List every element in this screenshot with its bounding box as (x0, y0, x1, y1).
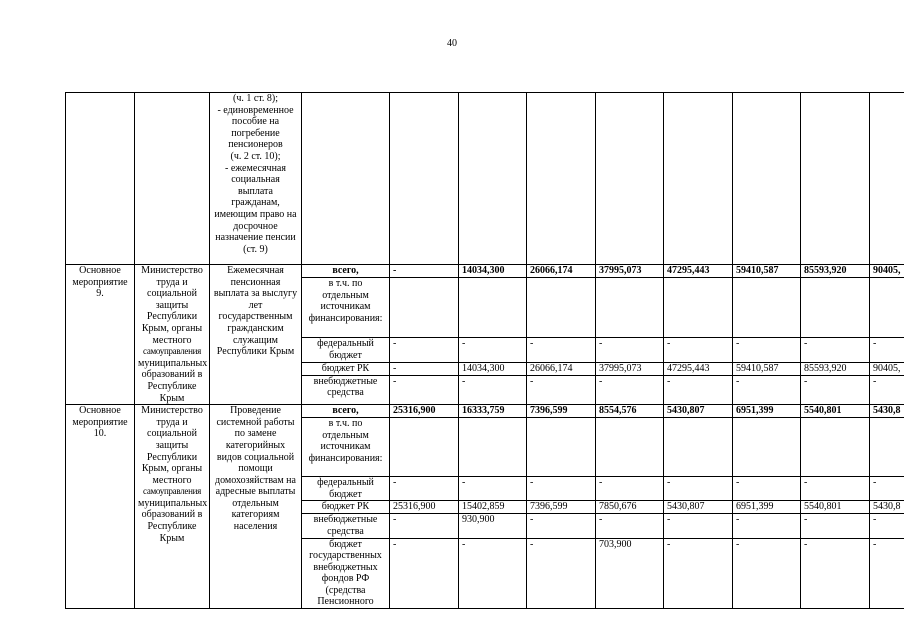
funding-source-line: финансирования: (308, 452, 383, 464)
value-cell: - (733, 538, 801, 609)
value-cell: 930,900 (459, 514, 527, 538)
executor-line: труда и (156, 276, 188, 288)
measure-name-line: категорийных (225, 439, 286, 451)
value-cell: - (527, 538, 596, 609)
value-cell: 7850,676 (596, 501, 664, 514)
funding-source-line: в т.ч. по (328, 278, 363, 290)
value-cell: 6951,399 (733, 501, 801, 514)
value-cell: 90405, (870, 265, 904, 278)
funding-source-line: финансирования: (308, 312, 383, 324)
value-cell: - (733, 337, 801, 362)
value-cell: - (870, 337, 904, 362)
empty-cell (596, 93, 664, 265)
measure-name-line: системной работы (216, 416, 295, 428)
value-cell: - (664, 477, 733, 501)
value-cell: 90405, (870, 362, 904, 375)
executor-line: образований в (141, 509, 203, 521)
value-cell (596, 278, 664, 338)
value-cell: 5430,8 (870, 405, 904, 418)
funding-source-line: всего, (332, 265, 359, 276)
value-cell: - (664, 514, 733, 538)
funding-source-cell (302, 278, 390, 338)
funding-source-line: средства (327, 387, 364, 399)
executor-line: Республики (146, 311, 198, 323)
continuation-line: - единовременное (217, 104, 294, 116)
value-cell: - (390, 538, 459, 609)
funding-source-line: в т.ч. по (328, 418, 363, 430)
value-cell (390, 418, 459, 477)
value-cell (390, 278, 459, 338)
funding-source-line: фондов РФ (321, 573, 370, 585)
value-cell: 59410,587 (733, 362, 801, 375)
measure-name-line: категориям (231, 509, 280, 521)
measure-label-line: 10. (93, 428, 107, 440)
value-cell: - (664, 375, 733, 404)
executor-line: защиты (155, 439, 189, 451)
value-cell: - (459, 337, 527, 362)
value-cell: - (596, 337, 664, 362)
empty-cell (527, 93, 596, 265)
empty-cell (664, 93, 733, 265)
measure-label-cell (66, 405, 135, 609)
value-cell: - (596, 477, 664, 501)
executor-line: Крым (159, 532, 185, 544)
measure-label-cell (66, 265, 135, 405)
value-cell (664, 278, 733, 338)
value-cell: - (801, 375, 870, 404)
funding-source-line: федеральный (317, 477, 374, 489)
value-cell: 37995,073 (596, 265, 664, 278)
empty-cell (135, 93, 210, 265)
measure-name-line: выплата за выслугу (213, 288, 298, 300)
value-cell: - (870, 538, 904, 609)
value-cell: 47295,443 (664, 265, 733, 278)
value-cell: - (664, 538, 733, 609)
measure-name-line: видов социальной (216, 451, 295, 463)
funding-source-line: отдельным (322, 289, 369, 301)
executor-line: труда и (156, 416, 188, 428)
funding-source-line: (средства (325, 584, 366, 596)
value-cell: 47295,443 (664, 362, 733, 375)
executor-line: Республике (147, 521, 197, 533)
continuation-name-cell (210, 93, 302, 265)
funding-source-line: бюджет (329, 538, 362, 550)
value-cell (801, 418, 870, 477)
measure-name-cell (210, 265, 302, 405)
funding-source-line: федеральный (317, 337, 374, 349)
executor-cell (135, 265, 210, 405)
measure-label-line: мероприятие (72, 276, 128, 288)
empty-cell (870, 93, 904, 265)
measure-name-line: адресные выплаты (215, 486, 296, 498)
value-cell: 5430,807 (664, 501, 733, 514)
value-cell: 85593,920 (801, 265, 870, 278)
value-cell: - (459, 375, 527, 404)
measure-name-line: лет (248, 299, 263, 311)
value-cell: - (664, 337, 733, 362)
value-cell (733, 278, 801, 338)
funding-source-line: источникам (320, 441, 371, 453)
value-cell: 5540,801 (801, 501, 870, 514)
value-cell (596, 418, 664, 477)
value-cell: - (527, 477, 596, 501)
funding-source-line: бюджет РК (321, 501, 370, 513)
measure-label-line: Основное (79, 405, 121, 417)
value-cell: 37995,073 (596, 362, 664, 375)
continuation-row (66, 93, 904, 265)
page-number: 40 (447, 38, 457, 49)
value-cell: - (527, 514, 596, 538)
funding-source-line: внебюджетных (313, 561, 378, 573)
executor-line: Крым, органы (141, 463, 203, 475)
executor-line: Крым (159, 392, 185, 404)
empty-cell (390, 93, 459, 265)
continuation-line: погребение (231, 127, 280, 139)
continuation-line: социальная (231, 174, 280, 186)
measure-name-line: гражданским (227, 322, 284, 334)
value-cell: - (733, 514, 801, 538)
executor-cell (135, 405, 210, 609)
measure-name-line: домохозяйствам на (215, 474, 296, 486)
value-cell: 5430,807 (664, 405, 733, 418)
value-cell (733, 418, 801, 477)
executor-line: самоуправления (143, 486, 201, 497)
value-cell (664, 418, 733, 477)
value-cell: - (596, 514, 664, 538)
measure-name-line: Ежемесячная (227, 265, 284, 276)
empty-cell (66, 93, 135, 265)
value-cell: 5540,801 (801, 405, 870, 418)
value-cell: 85593,920 (801, 362, 870, 375)
empty-cell (302, 93, 390, 265)
value-cell: - (527, 375, 596, 404)
value-cell: - (390, 514, 459, 538)
empty-cell (733, 93, 801, 265)
value-cell: 6951,399 (733, 405, 801, 418)
funding-source-line: Пенсионного (317, 596, 374, 608)
continuation-line: выплата (238, 185, 273, 197)
measure-name-line: по замене (234, 428, 277, 440)
funding-source-cell (302, 514, 390, 538)
value-cell: 16333,759 (459, 405, 527, 418)
continuation-line: назначение пенсии (215, 232, 296, 244)
executor-line: Министерство (141, 405, 203, 417)
continuation-line: (ст. 9) (243, 243, 268, 255)
value-cell: - (801, 337, 870, 362)
value-cell (459, 278, 527, 338)
continuation-line: досрочное (233, 220, 278, 232)
funding-source-cell (302, 501, 390, 514)
value-cell (870, 278, 904, 338)
executor-line: самоуправления (143, 346, 201, 357)
value-cell: 703,900 (596, 538, 664, 609)
value-cell: 25316,900 (390, 405, 459, 418)
executor-line: Республике (147, 380, 197, 392)
value-cell: - (390, 375, 459, 404)
value-cell: - (870, 514, 904, 538)
funding-source-cell (302, 538, 390, 609)
executor-line: муниципальных (138, 497, 208, 509)
value-cell: - (390, 477, 459, 501)
value-cell: 7396,599 (527, 405, 596, 418)
value-cell: - (801, 514, 870, 538)
measure-name-line: Республики Крым (216, 346, 295, 358)
executor-line: местного (152, 334, 192, 346)
continuation-line: (ч. 1 ст. 8); (232, 93, 279, 104)
value-cell: 15402,859 (459, 501, 527, 514)
value-cell: - (870, 375, 904, 404)
value-cell (459, 418, 527, 477)
measure-name-line: государственным (218, 311, 293, 323)
value-cell: - (459, 477, 527, 501)
funding-source-line: источникам (320, 301, 371, 313)
value-cell: 7396,599 (527, 501, 596, 514)
measure-label-line: 9. (96, 288, 104, 300)
executor-line: муниципальных (138, 357, 208, 369)
value-cell: - (527, 337, 596, 362)
funding-source-line: бюджет (329, 488, 362, 500)
funding-source-cell (302, 405, 390, 418)
value-cell: - (390, 265, 459, 278)
executor-line: защиты (155, 299, 189, 311)
executor-line: местного (152, 474, 192, 486)
value-cell (527, 418, 596, 477)
value-cell: - (390, 337, 459, 362)
measure-name-line: служащим (232, 334, 279, 346)
budget-table (65, 92, 904, 609)
value-cell: - (801, 477, 870, 501)
executor-line: социальной (147, 288, 197, 300)
executor-line: Крым, органы (141, 322, 203, 334)
value-cell: - (733, 375, 801, 404)
value-cell: 25316,900 (390, 501, 459, 514)
continuation-line: пособие на (231, 116, 280, 128)
measure-label-line: мероприятие (72, 416, 128, 428)
measure-name-line: населения (233, 521, 278, 533)
funding-source-line: внебюджетные (313, 514, 378, 526)
empty-cell (459, 93, 527, 265)
continuation-line: гражданам, (231, 197, 280, 209)
value-cell: 8554,576 (596, 405, 664, 418)
continuation-line: (ч. 2 ст. 10); (230, 150, 281, 162)
funding-source-cell (302, 362, 390, 375)
funding-source-line: государственных (309, 550, 382, 562)
value-cell (870, 418, 904, 477)
value-cell: - (870, 477, 904, 501)
measure-name-line: пенсионная (230, 276, 281, 288)
measure-name-line: отдельным (232, 497, 279, 509)
continuation-line: - ежемесячная (225, 162, 286, 174)
executor-line: Министерство (141, 265, 203, 276)
funding-source-line: отдельным (322, 429, 369, 441)
empty-cell (801, 93, 870, 265)
executor-line: образований в (141, 369, 203, 381)
funding-source-line: бюджет (329, 349, 362, 361)
funding-source-line: бюджет РК (321, 362, 370, 374)
funding-source-line: внебюджетные (313, 375, 378, 387)
value-cell (527, 278, 596, 338)
value-cell: - (733, 477, 801, 501)
value-cell: - (459, 538, 527, 609)
continuation-line: пенсионеров (228, 139, 283, 151)
funding-source-cell (302, 418, 390, 477)
measure-label-line: Основное (79, 265, 121, 276)
value-cell: 14034,300 (459, 362, 527, 375)
value-cell (801, 278, 870, 338)
funding-source-cell (302, 477, 390, 501)
funding-source-line: средства (327, 525, 364, 537)
continuation-line: имеющим право на (214, 208, 297, 220)
value-cell: 5430,8 (870, 501, 904, 514)
executor-line: социальной (147, 428, 197, 440)
measure-name-cell (210, 405, 302, 609)
value-cell: 59410,587 (733, 265, 801, 278)
funding-source-cell (302, 337, 390, 362)
value-cell: - (390, 362, 459, 375)
value-cell: - (801, 538, 870, 609)
measure-name-line: Проведение (230, 405, 281, 417)
measure-row (66, 265, 904, 278)
measure-row (66, 405, 904, 418)
value-cell: 26066,174 (527, 265, 596, 278)
measure-name-line: помощи (238, 463, 273, 475)
value-cell: 14034,300 (459, 265, 527, 278)
executor-line: Республики (146, 451, 198, 463)
value-cell: - (596, 375, 664, 404)
funding-source-cell (302, 375, 390, 404)
value-cell: 26066,174 (527, 362, 596, 375)
funding-source-line: всего, (332, 405, 359, 417)
funding-source-cell (302, 265, 390, 278)
